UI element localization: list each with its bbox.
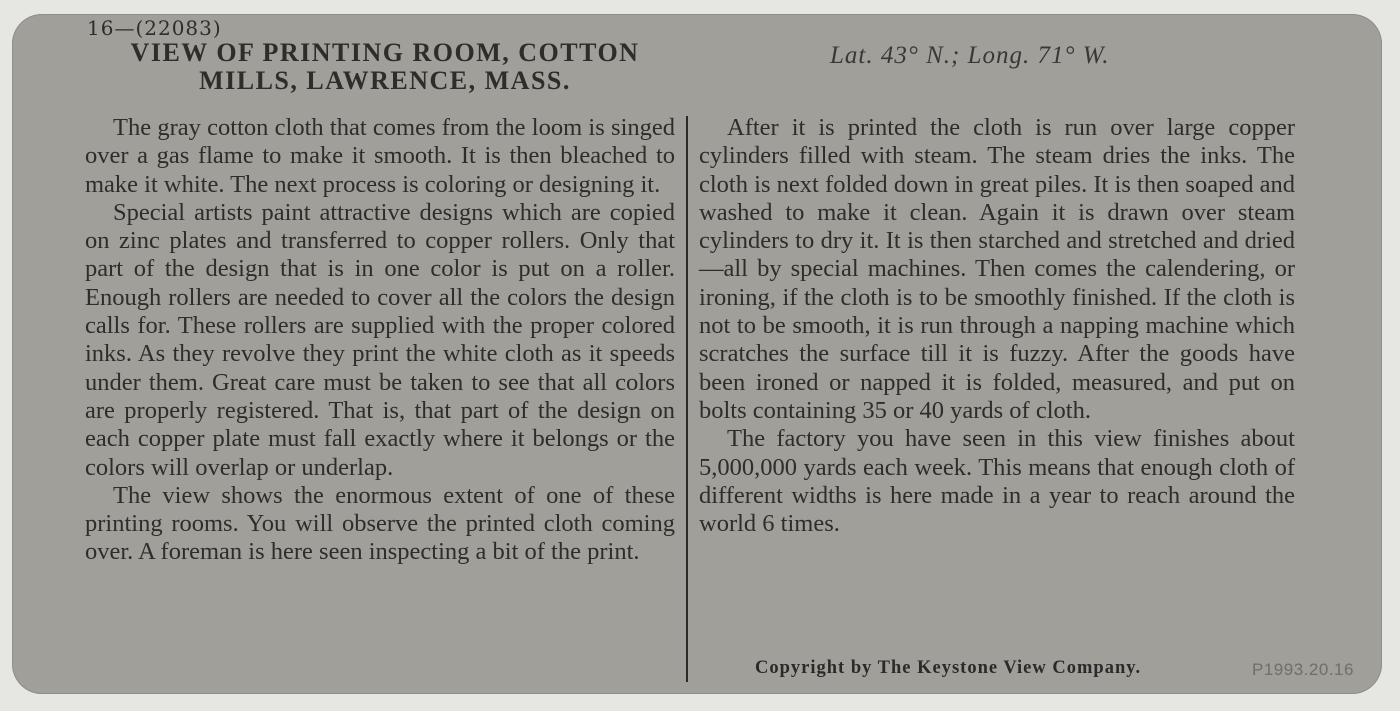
- accession-number: P1993.20.16: [1252, 660, 1354, 679]
- card-title: VIEW OF PRINTING ROOM, COTTON MILLS, LAWRENCE, MASS.: [130, 38, 640, 95]
- copyright-notice: Copyright by The Keystone View Company.: [755, 658, 1142, 678]
- paragraph: The view shows the enormous extent of one of these printing rooms. You will observe the printed cloth coming over. A foreman is here seen inspecting a bit of the print.: [85, 481, 675, 566]
- paragraph: The factory you have seen in this view finishes about 5,000,000 yards each week. This means that enough cloth of different widths is here made in a year to reach around the world 6 times.: [699, 425, 1295, 538]
- column-divider: [686, 116, 688, 682]
- coordinates: Lat. 43° N.; Long. 71° W.: [830, 42, 1110, 69]
- paragraph: Special artists paint attractive designs which are copied on zinc plates and transferred to copper rollers. Only that part of the design that is in one color is put on a roller. Enough rollers are needed to cover all the colors the design calls for. These rollers are supplied with the proper colored inks. As they revolve they print the white cloth as it speeds under them. Great care must be taken to see that all colors are properly registered. That is, that part of the design on each copper plate must fall exactly where it belongs or the colors will overlap or underlap.: [85, 198, 675, 481]
- stereoview-card-back: [12, 14, 1382, 694]
- right-column: [699, 114, 1295, 538]
- left-column: [85, 114, 675, 567]
- paragraph: The gray cotton cloth that comes from the loom is singed over a gas flame to make it smooth. It is then bleached to make it white. The next process is coloring or designing it.: [85, 114, 675, 198]
- catalog-number: 16—(22083): [87, 16, 222, 40]
- paragraph: After it is printed the cloth is run over large copper cylinders filled with steam. The steam dries the inks. The cloth is next folded down in great piles. It is then soaped and washed to make it clean. Again it is drawn over steam cylinders to dry it. It is then starched and stretched and dried—all by special machines. Then comes the calendering, or ironing, if the cloth is to be smoothly finished. If the cloth is not to be smooth, it is run through a napping machine which scratches the surface till it is fuzzy. After the goods have been ironed or napped it is folded, measured, and put on bolts containing 35 or 40 yards of cloth.: [699, 114, 1295, 424]
